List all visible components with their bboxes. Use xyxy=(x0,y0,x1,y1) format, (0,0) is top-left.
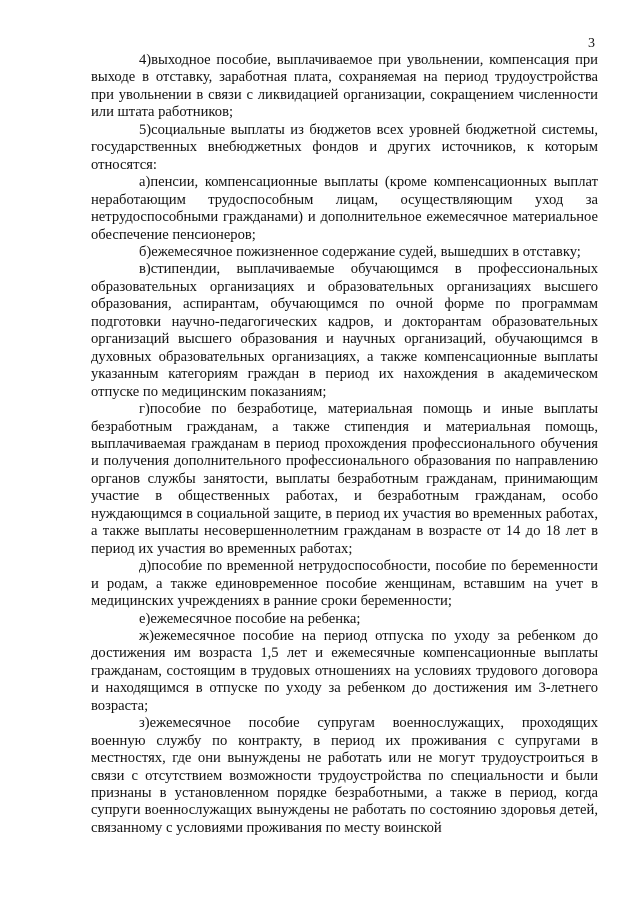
page-number: 3 xyxy=(588,36,595,51)
paragraph-subitem-zh: ж)ежемесячное пособие на период отпуска по уходу за ребенком до достижения им возраста 1,5 лет и ежемесячные компенсационные выплаты гражданам, состоящим в трудовых отношениях на условиях трудового договора и находящимся в отпуске по уходу за ребенком до достижения им 3-летнего возраста; xyxy=(91,627,598,714)
paragraph-subitem-z: з)ежемесячное пособие супругам военнослужащих, проходящих военную службу по контракту, в период их проживания с супругами в местностях, где они вынуждены не работать или не могут трудоустроиться в связи с отсутствием возможности трудоустройства по специальности и были признаны в установленном порядке безработными, а также в период, когда супруги военнослужащих вынуждены не работать по состоянию здоровья детей, связанному с условиями проживания по месту воинской xyxy=(91,715,598,836)
paragraph-subitem-a: а)пенсии, компенсационные выплаты (кроме компенсационных выплат неработающим трудоспособным лицам, осуществляющим уход за нетрудоспособными гражданами) и дополнительное ежемесячное материальное обеспечение пенсионеров; xyxy=(91,174,598,243)
paragraph-item-4: 4)выходное пособие, выплачиваемое при увольнении, компенсация при выходе в отставку, заработная плата, сохраняемая на период трудоустройства при увольнении в связи с ликвидацией организации, сокращением численности или штата работников; xyxy=(91,52,598,121)
paragraph-subitem-d: д)пособие по временной нетрудоспособности, пособие по беременности и родам, а также единовременное пособие женщинам, вставшим на учет в медицинских учреждениях в ранние сроки беременности; xyxy=(91,558,598,610)
paragraph-subitem-v: в)стипендии, выплачиваемые обучающимся в профессиональных образовательных организациях и образовательных организациях высшего образования, аспирантам, обучающимся по очной форме по программам подготовки научно-педагогических кадров, и докторантам образовательных организаций высшего образования и научных организаций, обучающимся в духовных образовательных организациях, а также компенсационные выплаты указанным категориям граждан в период их нахождения в академическом отпуске по медицинским показаниям; xyxy=(91,261,598,400)
paragraph-subitem-b: б)ежемесячное пожизненное содержание судей, вышедших в отставку; xyxy=(139,243,581,260)
document-text xyxy=(91,52,598,837)
paragraph-subitem-g: г)пособие по безработице, материальная помощь и иные выплаты безработным гражданам, а также стипендия и материальная помощь, выплачиваемая гражданам в период прохождения профессионального обучения и получения дополнительного профессионального образования по направлению органов службы занятости, выплаты безработным гражданам, принимающим участие в общественных работах, и безработным гражданам, особо нуждающимся в социальной защите, в период их участия во временных работах, а также выплаты несовершеннолетним гражданам в возрасте от 14 до 18 лет в период их участия во временных работах; xyxy=(91,401,598,557)
paragraph-item-5: 5)социальные выплаты из бюджетов всех уровней бюджетной системы, государственных внебюджетных фондов и других источников, к которым относятся: xyxy=(91,121,598,173)
paragraph-subitem-e: е)ежемесячное пособие на ребенка; xyxy=(139,610,361,627)
